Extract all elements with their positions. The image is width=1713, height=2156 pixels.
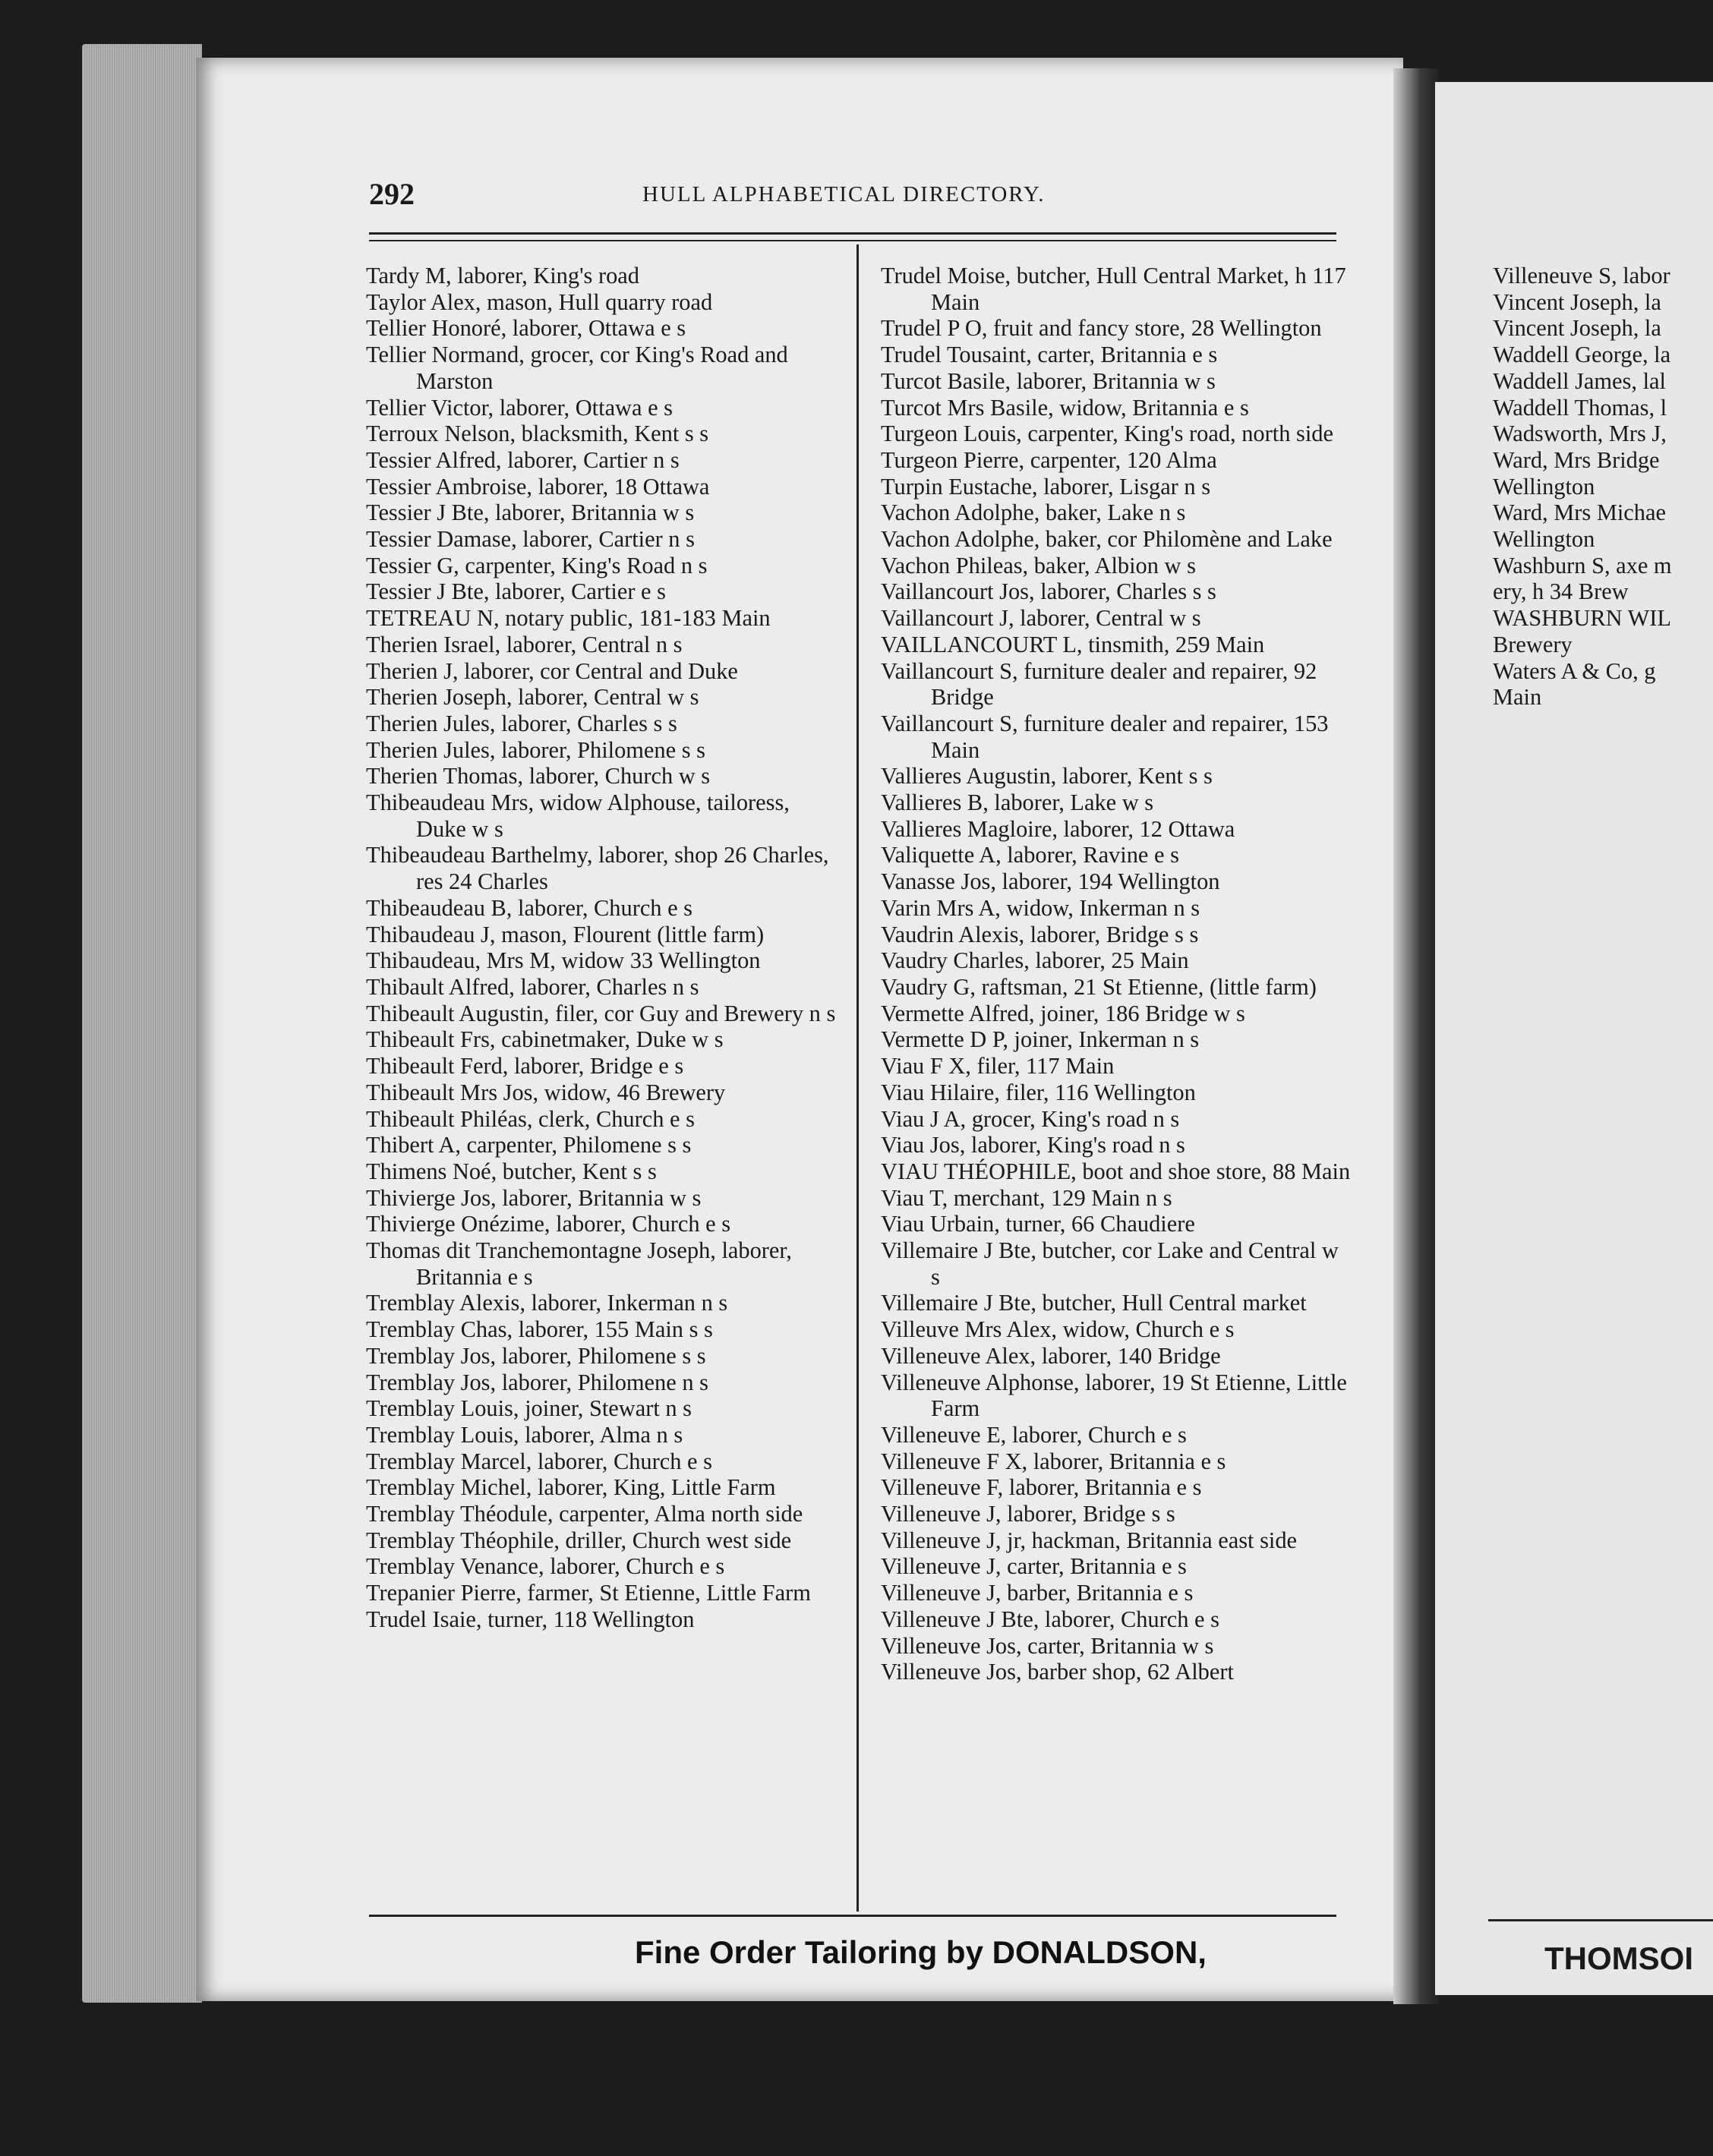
directory-entry: Tessier J Bte, laborer, Britannia w s	[366, 500, 695, 526]
directory-entry: Vaudrin Alexis, laborer, Bridge s s	[881, 921, 1199, 947]
right-page-footer: THOMSOI	[1544, 1940, 1693, 1976]
directory-entry: Vachon Adolphe, baker, Lake n s	[881, 500, 1186, 526]
directory-entry: Tremblay Théodule, carpenter, Alma north side	[366, 1501, 803, 1527]
directory-column-middle	[881, 263, 1352, 1685]
right-page-line: Wadsworth, Mrs J,	[1493, 421, 1667, 447]
directory-entry: Tessier G, carpenter, King's Road n s	[366, 552, 708, 578]
header-rule	[369, 232, 1336, 235]
right-page-line: Waters A & Co, g	[1493, 657, 1656, 684]
directory-entry: Viau Jos, laborer, King's road n s	[881, 1132, 1185, 1158]
directory-entry: Trudel Tousaint, carter, Britannia e s	[881, 342, 1218, 368]
footer-advertisement: Fine Order Tailoring by DONALDSON,	[635, 1934, 1207, 1970]
right-page	[1435, 82, 1713, 1995]
header-rule-secondary	[369, 240, 1336, 241]
running-head: HULL ALPHABETICAL DIRECTORY.	[642, 182, 1046, 206]
directory-entry: Vachon Phileas, baker, Albion w s	[881, 552, 1196, 578]
directory-entry: Turcot Basile, laborer, Britannia w s	[881, 367, 1216, 394]
right-page-line: Waddell George, la	[1493, 342, 1671, 368]
directory-entry: Villeneuve J, barber, Britannia e s	[881, 1580, 1194, 1606]
right-page-line: Vincent Joseph, la	[1493, 315, 1661, 342]
book-gutter	[1393, 68, 1439, 2004]
directory-entry: Turgeon Louis, carpenter, King's road, north side	[881, 421, 1333, 447]
directory-entry: Trudel Isaie, turner, 118 Wellington	[366, 1606, 695, 1632]
directory-entry: Thibeault Mrs Jos, widow, 46 Brewery	[366, 1079, 726, 1105]
directory-entry: Villeneuve Jos, carter, Britannia w s	[881, 1632, 1214, 1659]
right-page-line: WASHBURN WIL	[1493, 605, 1671, 632]
right-page-line: Villeneuve S, labor	[1493, 263, 1670, 288]
directory-entry: Thibeaudeau Barthelmy, laborer, shop 26 Charles, res 24 Charles	[366, 842, 829, 895]
right-page-rule	[1488, 1919, 1713, 1921]
page-header	[369, 173, 1335, 219]
directory-entry: VIAU THÉOPHILE, boot and shoe store, 88 Main	[881, 1158, 1351, 1184]
directory-entry: Villeneuve Alex, laborer, 140 Bridge	[881, 1342, 1221, 1369]
directory-entry: Vaillancourt J, laborer, Central w s	[881, 605, 1201, 632]
directory-entry: Thimens Noé, butcher, Kent s s	[366, 1158, 657, 1184]
right-page-line: Brewery	[1493, 631, 1573, 657]
directory-entry: Thibert A, carpenter, Philomene s s	[366, 1132, 692, 1158]
directory-entry: Tremblay Alexis, laborer, Inkerman n s	[366, 1290, 728, 1316]
directory-entry: Thibeault Augustin, filer, cor Guy and Brewery n s	[366, 1000, 836, 1026]
directory-entry: Villemaire J Bte, butcher, cor Lake and Central w s	[881, 1237, 1339, 1290]
directory-entry: Tremblay Michel, laborer, King, Little Farm	[366, 1474, 776, 1501]
directory-entry: Villeneuve Jos, barber shop, 62 Albert	[881, 1659, 1234, 1685]
directory-entry: Villemaire J Bte, butcher, Hull Central market	[881, 1290, 1307, 1316]
directory-entry: Viau F X, filer, 117 Main	[881, 1053, 1115, 1080]
directory-entry: Therien J, laborer, cor Central and Duke	[366, 657, 738, 684]
directory-entry: Turpin Eustache, laborer, Lisgar n s	[881, 473, 1211, 500]
directory-entry: Thivierge Onézime, laborer, Church e s	[366, 1211, 731, 1237]
directory-entry: Tessier J Bte, laborer, Cartier e s	[366, 578, 666, 605]
directory-entry: Thibeaudeau B, laborer, Church e s	[366, 894, 693, 921]
directory-entry: Therien Thomas, laborer, Church w s	[366, 763, 711, 790]
directory-entry: Valiquette A, laborer, Ravine e s	[881, 842, 1179, 868]
column-divider	[856, 244, 859, 1912]
directory-entry: Tessier Damase, laborer, Cartier n s	[366, 526, 695, 553]
directory-entry: Taylor Alex, mason, Hull quarry road	[366, 288, 713, 315]
directory-entry: Vermette D P, joiner, Inkerman n s	[881, 1026, 1200, 1053]
page-number: 292	[369, 177, 415, 211]
directory-entry: Villeneuve F, laborer, Britannia e s	[881, 1474, 1202, 1501]
directory-entry: Therien Jules, laborer, Philomene s s	[366, 736, 705, 763]
directory-entry: Villeneuve J, carter, Britannia e s	[881, 1553, 1187, 1580]
directory-entry: Vaillancourt S, furniture dealer and repairer, 153 Main	[881, 710, 1329, 763]
right-page-line: Washburn S, axe m	[1493, 552, 1672, 578]
right-page-column	[1493, 263, 1713, 711]
directory-entry: Tellier Normand, grocer, cor King's Road and Marston	[366, 342, 788, 394]
right-page-line: Waddell Thomas, l	[1493, 394, 1667, 421]
directory-entry: Thibeault Ferd, laborer, Bridge e s	[366, 1053, 684, 1080]
directory-entry: Villeuve Mrs Alex, widow, Church e s	[881, 1316, 1235, 1343]
directory-entry: Villeneuve Alphonse, laborer, 19 St Etienne, Little Farm	[881, 1369, 1347, 1422]
directory-entry: Trudel Moise, butcher, Hull Central Market, h 117 Main	[881, 263, 1346, 315]
directory-column-left	[366, 263, 837, 1633]
directory-entry: Tardy M, laborer, King's road	[366, 263, 639, 288]
directory-entry: Vallieres Augustin, laborer, Kent s s	[881, 763, 1213, 790]
right-page-line: Main	[1493, 684, 1542, 711]
directory-entry: Turcot Mrs Basile, widow, Britannia e s	[881, 394, 1249, 421]
directory-entry: Turgeon Pierre, carpenter, 120 Alma	[881, 446, 1217, 473]
directory-entry: Vallieres Magloire, laborer, 12 Ottawa	[881, 815, 1235, 842]
directory-entry: Villeneuve J Bte, laborer, Church e s	[881, 1606, 1219, 1632]
directory-entry: Tremblay Venance, laborer, Church e s	[366, 1553, 725, 1580]
directory-entry: Tremblay Jos, laborer, Philomene s s	[366, 1342, 706, 1369]
directory-entry: Therien Israel, laborer, Central n s	[366, 631, 683, 657]
directory-entry: Tessier Ambroise, laborer, 18 Ottawa	[366, 473, 710, 500]
right-page-line: Waddell James, lal	[1493, 367, 1666, 394]
right-page-line: ery, h 34 Brew	[1493, 578, 1629, 605]
right-page-line: Ward, Mrs Bridge	[1493, 446, 1660, 473]
directory-entry: Villeneuve J, laborer, Bridge s s	[881, 1501, 1175, 1527]
directory-entry: Villeneuve J, jr, hackman, Britannia east side	[881, 1527, 1298, 1553]
directory-entry: Thibaudeau, Mrs M, widow 33 Wellington	[366, 947, 761, 974]
directory-entry: Tremblay Chas, laborer, 155 Main s s	[366, 1316, 713, 1343]
directory-entry: Terroux Nelson, blacksmith, Kent s s	[366, 421, 709, 447]
directory-entry: Tellier Victor, laborer, Ottawa e s	[366, 394, 674, 421]
directory-entry: Villeneuve F X, laborer, Britannia e s	[881, 1448, 1226, 1474]
directory-entry: Tremblay Louis, joiner, Stewart n s	[366, 1395, 692, 1422]
directory-entry: Tremblay Marcel, laborer, Church e s	[366, 1448, 712, 1474]
directory-entry: Vachon Adolphe, baker, cor Philomène and Lake	[881, 526, 1333, 553]
directory-entry: Vallieres B, laborer, Lake w s	[881, 790, 1154, 816]
directory-entry: Vaudry G, raftsman, 21 St Etienne, (little farm)	[881, 973, 1317, 1000]
directory-entry: Villeneuve E, laborer, Church e s	[881, 1421, 1187, 1448]
directory-entry: VAILLANCOURT L, tinsmith, 259 Main	[881, 631, 1265, 657]
directory-entry: Viau Urbain, turner, 66 Chaudiere	[881, 1211, 1195, 1237]
directory-entry: Tellier Honoré, laborer, Ottawa e s	[366, 315, 686, 342]
right-page-line: Ward, Mrs Michae	[1493, 500, 1666, 526]
directory-entry: Vaudry Charles, laborer, 25 Main	[881, 947, 1189, 974]
right-page-line: Vincent Joseph, la	[1493, 288, 1661, 315]
directory-entry: Tremblay Louis, laborer, Alma n s	[366, 1421, 683, 1448]
directory-entry: Thomas dit Tranchemontagne Joseph, laborer, Britannia e s	[366, 1237, 792, 1290]
right-page-line: Wellington	[1493, 473, 1595, 500]
footer-rule	[369, 1915, 1336, 1917]
directory-entry: Viau J A, grocer, King's road n s	[881, 1105, 1180, 1132]
directory-entry: Thibaudeau J, mason, Flourent (little farm)	[366, 921, 765, 947]
directory-entry: Vermette Alfred, joiner, 186 Bridge w s	[881, 1000, 1245, 1026]
directory-entry: Viau Hilaire, filer, 116 Wellington	[881, 1079, 1196, 1105]
right-page-line: Wellington	[1493, 526, 1595, 553]
directory-entry: Vaillancourt S, furniture dealer and repairer, 92 Bridge	[881, 657, 1317, 711]
directory-entry: Thibeault Frs, cabinetmaker, Duke w s	[366, 1026, 724, 1053]
directory-entry: Tessier Alfred, laborer, Cartier n s	[366, 446, 680, 473]
directory-entry: Thivierge Jos, laborer, Britannia w s	[366, 1184, 702, 1211]
directory-entry: Vaillancourt Jos, laborer, Charles s s	[881, 578, 1216, 605]
book-page-edges	[82, 44, 202, 2003]
directory-entry: Thibeaudeau Mrs, widow Alphouse, tailoress, Duke w s	[366, 790, 790, 842]
directory-entry: TETREAU N, notary public, 181-183 Main	[366, 605, 771, 632]
directory-entry: Vanasse Jos, laborer, 194 Wellington	[881, 868, 1220, 895]
directory-entry: Trepanier Pierre, farmer, St Etienne, Little Farm	[366, 1580, 811, 1606]
directory-entry: Trudel P O, fruit and fancy store, 28 Wellington	[881, 315, 1322, 342]
directory-entry: Varin Mrs A, widow, Inkerman n s	[881, 894, 1200, 921]
directory-entry: Tremblay Théophile, driller, Church west side	[366, 1527, 792, 1553]
directory-entry: Thibeault Philéas, clerk, Church e s	[366, 1105, 695, 1132]
directory-entry: Tremblay Jos, laborer, Philomene n s	[366, 1369, 708, 1395]
directory-entry: Therien Joseph, laborer, Central w s	[366, 684, 699, 711]
directory-entry: Viau T, merchant, 129 Main n s	[881, 1184, 1172, 1211]
directory-entry: Therien Jules, laborer, Charles s s	[366, 710, 677, 736]
directory-entry: Thibault Alfred, laborer, Charles n s	[366, 973, 699, 1000]
